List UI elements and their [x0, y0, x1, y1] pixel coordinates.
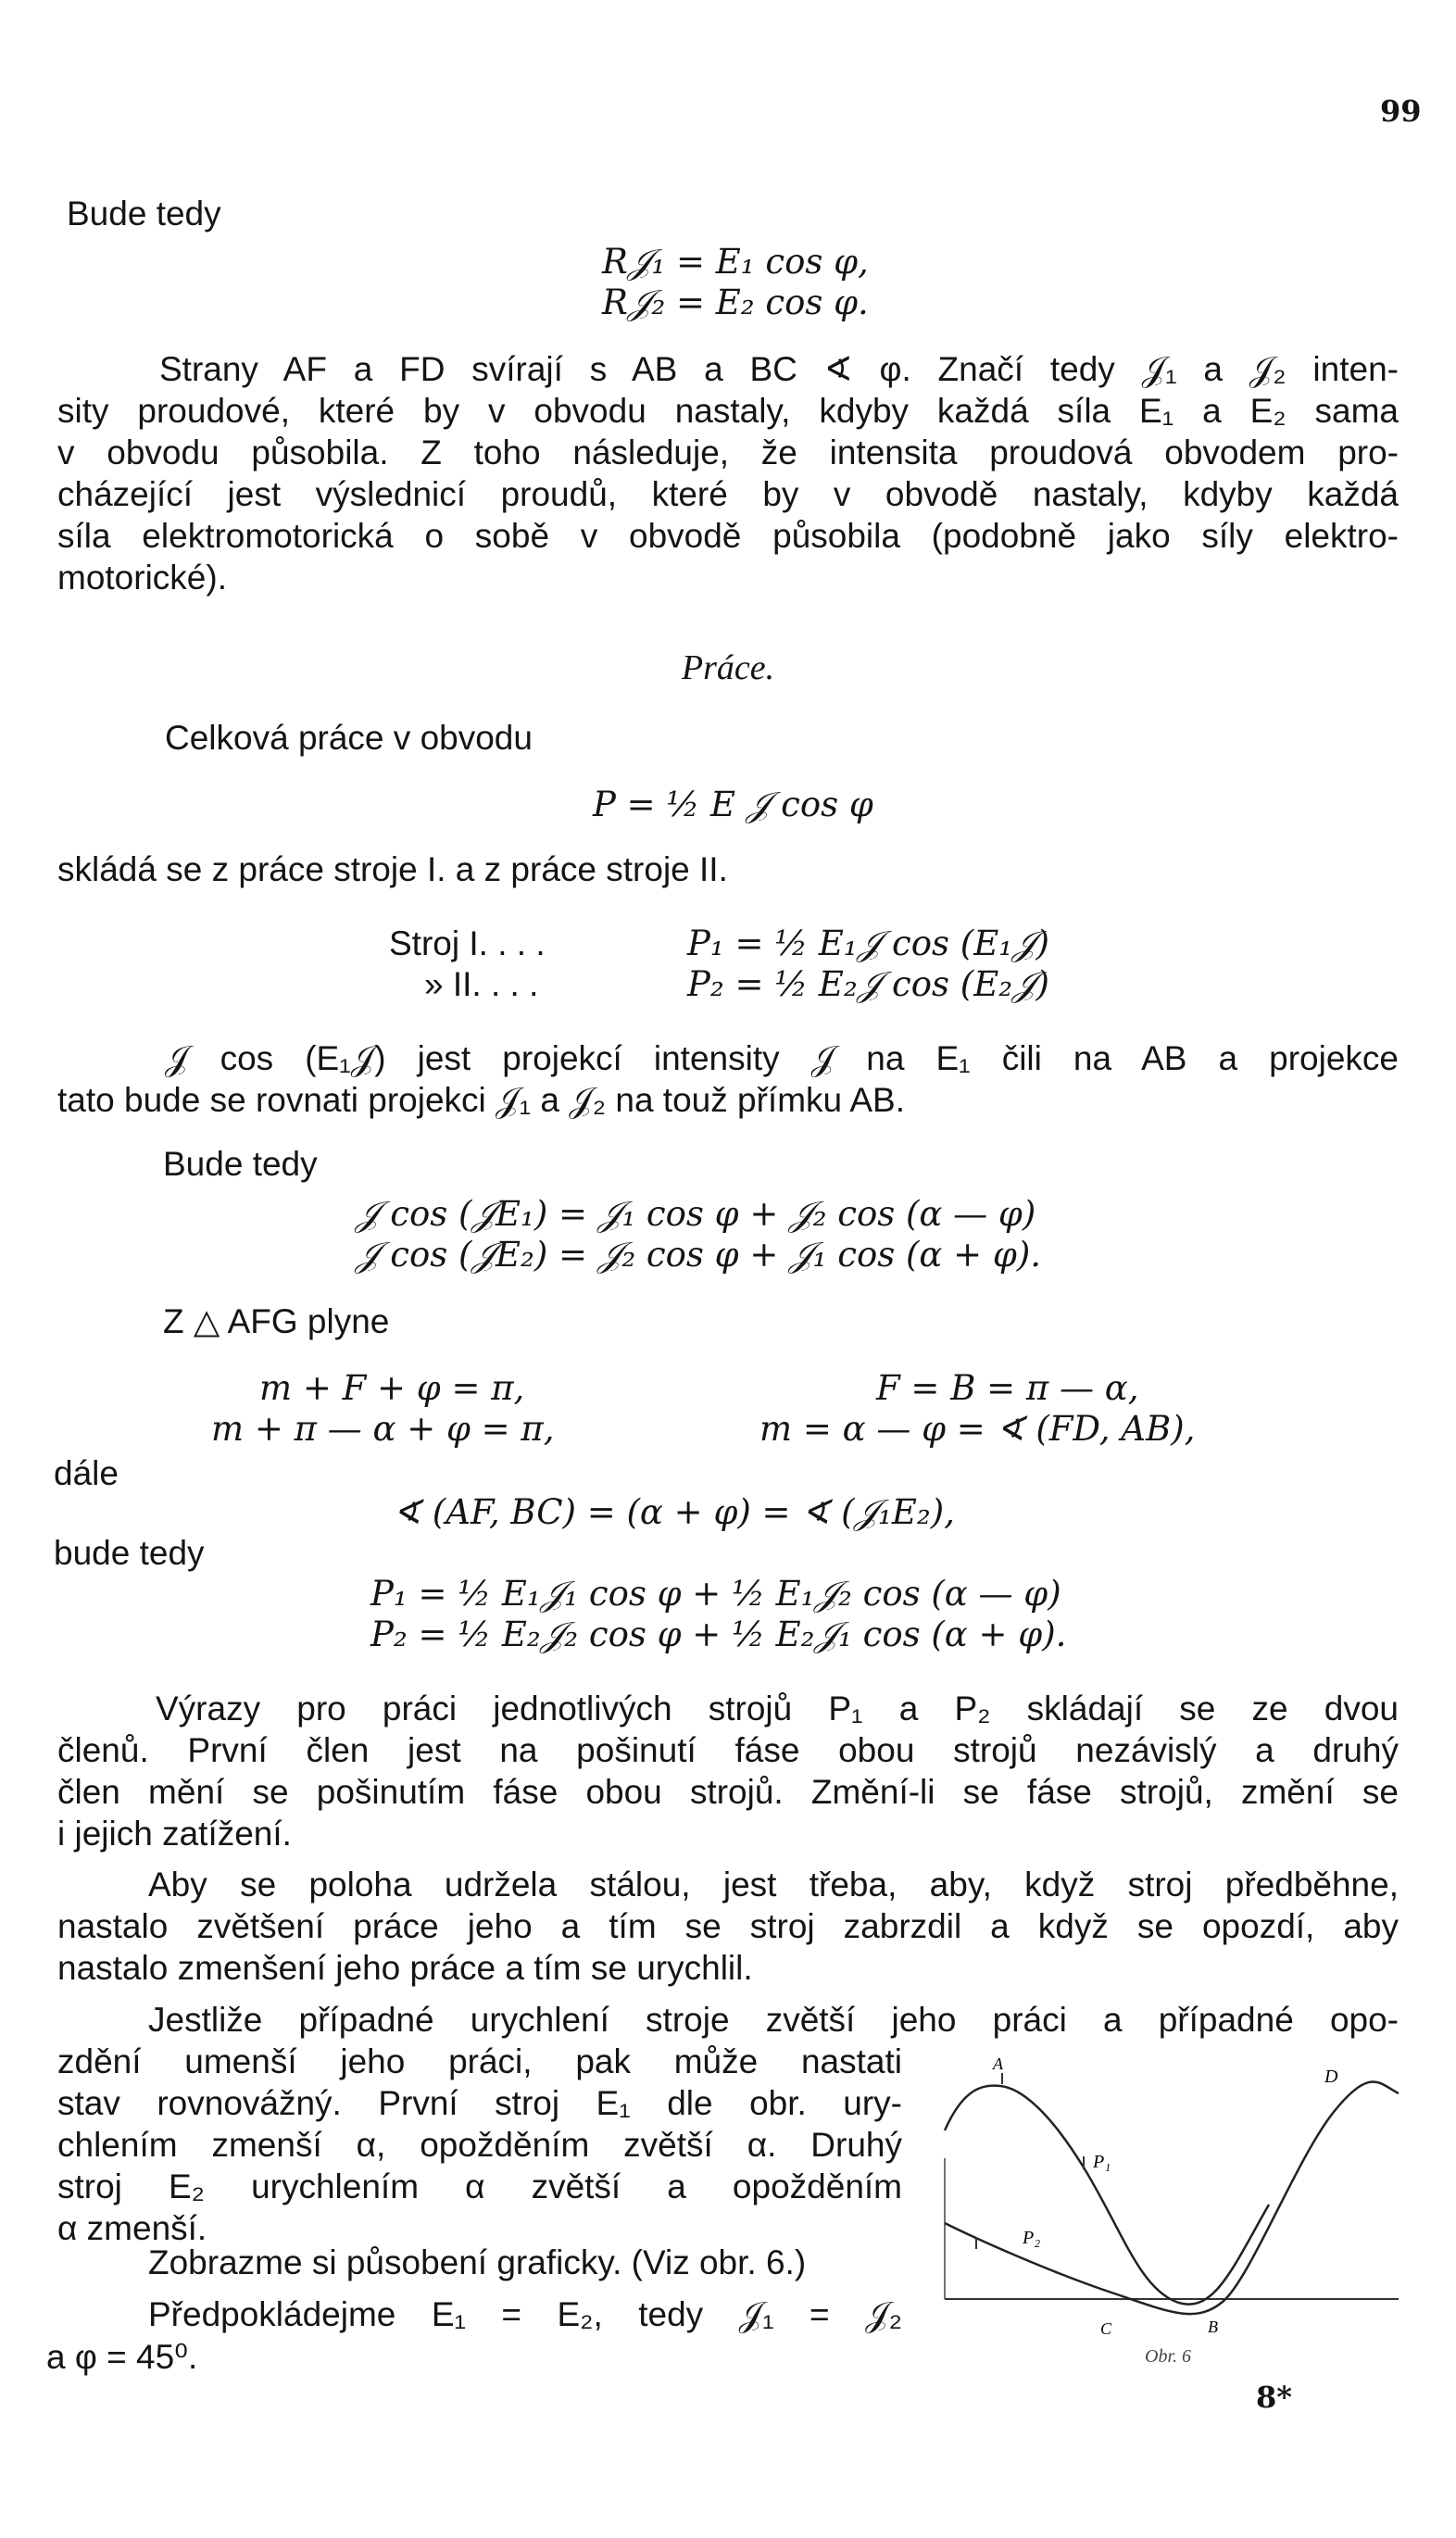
intro-line: Bude tedy [67, 195, 221, 232]
angle-equation-main: ∢ (AF, BC) = (α + φ) = ∢ (𝒥₁E₂), [393, 1492, 955, 1532]
paragraph-5-narrow [57, 2041, 902, 2249]
paragraph-line: síla elektromotorická o sobě v obvodě působila (podobně jako síly elektro- [57, 517, 1399, 555]
signature-mark: 8* [1256, 2380, 1292, 2415]
projection-equation-2: 𝒥 cos (𝒥E₂) = 𝒥₂ cos φ + 𝒥₁ cos (α + φ). [356, 1235, 1042, 1275]
machine-2-label: » II. . . . [424, 965, 539, 1003]
paragraph-line: Výrazy pro práci jednotlivých strojů P₁ a P₂ skládají se ze dvou [156, 1690, 1399, 1728]
label-A: A [993, 2056, 1003, 2073]
paragraph-line: chlením zmenší α, opožděním zvětší α. Druhý [57, 2126, 902, 2164]
label-B: B [1208, 2318, 1218, 2336]
work-equation-1: P₁ = ½ E₁𝒥₁ cos φ + ½ E₁𝒥₂ cos (α — φ) [370, 1574, 1061, 1614]
machine-2-equation: P₂ = ½ E₂𝒥 cos (E₂𝒥) [687, 964, 1049, 1004]
projection-equation-1: 𝒥 cos (𝒥E₁) = 𝒥₁ cos φ + 𝒥₂ cos (α — φ) [356, 1194, 1036, 1234]
paragraph-7-line-2: a φ = 45⁰. [46, 2338, 198, 2376]
paragraph-line: cházející jest výslednicí proudů, které by v obvodě nastaly, kdyby každá [57, 475, 1399, 513]
angle-equation-left-2: m + π — α + φ = π, [211, 1409, 555, 1449]
paragraph-line: stav rovnovážný. První stroj E₁ dle obr. ury- [57, 2084, 902, 2122]
paragraph-1 [57, 348, 1399, 598]
paragraph-line: i jejich zatížení. [57, 1815, 292, 1853]
paragraph-line: nastalo zvětšení práce jeho a tím se stroj zabrzdil a když se opozdí, aby [57, 1907, 1399, 1945]
paragraph-line: stroj E₂ urychlením α zvětší a opožděním [57, 2167, 902, 2205]
machine-1-label: Stroj I. . . . [389, 924, 546, 962]
figure-6-diagram [926, 2056, 1426, 2390]
paragraph-2 [57, 1037, 1399, 1121]
paragraph-line: tato bude se rovnati projekci 𝒥₁ a 𝒥₂ na touž přímku AB. [57, 1081, 905, 1119]
paragraph-line: sity proudové, které by v obvodu nastaly, kdyby každá síla E₁ a E₂ sama [57, 392, 1399, 430]
paragraph-7-line-1: Předpokládejme E₁ = E₂, tedy 𝒥₁ = 𝒥₂ [148, 2295, 902, 2333]
work-equation-2: P₂ = ½ E₂𝒥₂ cos φ + ½ E₂𝒥₁ cos (α + φ). [370, 1615, 1067, 1654]
label-D: D [1324, 2067, 1338, 2087]
bude-tedy-3: bude tedy [54, 1534, 205, 1572]
paragraph-line: členů. První člen jest na pošinutí fáse obou strojů nezávislý a druhý [57, 1731, 1399, 1769]
paragraph-line: zdění umenší jeho práci, pak může nastati [57, 2042, 902, 2080]
figure-caption: Obr. 6 [1145, 2346, 1192, 2367]
triangle-line: Z △ AFG plyne [163, 1302, 390, 1340]
total-work-equation: P = ½ E 𝒥 cos φ [593, 785, 873, 824]
paragraph-line: α zmenší. [57, 2209, 207, 2247]
equation-1: R𝒥₁ = E₁ cos φ, [602, 242, 869, 282]
bude-tedy-2: Bude tedy [163, 1145, 318, 1183]
paragraph-line: Aby se poloha udržela stálou, jest třeba, aby, když stroj předběhne, [148, 1866, 1399, 1904]
page-number: 99 [1380, 94, 1422, 129]
paragraph-6: Zobrazme si působení graficky. (Viz obr. 6.) [148, 2243, 807, 2281]
label-P1: P₁ [1093, 2152, 1111, 2172]
paragraph-5-first [57, 1999, 1399, 2041]
total-work-intro: Celková práce v obvodu [165, 719, 533, 757]
dale-line: dále [54, 1454, 119, 1492]
paragraph-line: člen mění se pošinutím fáse obou strojů. Změní-li se fáse strojů, změní se [57, 1773, 1399, 1811]
label-P2: P₂ [1023, 2228, 1041, 2248]
paragraph-line: Jestliže případné urychlení stroje zvětší jeho práci a případné opo- [148, 2001, 1399, 2039]
angle-equation-right-1: F = B = π — α, [876, 1368, 1139, 1408]
paragraph-3 [57, 1688, 1399, 1854]
paragraph-line: Strany AF a FD svírají s AB a BC ∢ φ. Značí tedy 𝒥₁ a 𝒥₂ inten- [159, 350, 1399, 388]
paragraph-line: v obvodu působila. Z toho následuje, že intensita proudová obvodem pro- [57, 433, 1399, 471]
paragraph-line: nastalo zmenšení jeho práce a tím se urychlil. [57, 1949, 753, 1987]
curve-machine-1 [945, 2086, 1269, 2305]
machine-1-equation: P₁ = ½ E₁𝒥 cos (E₁𝒥) [687, 923, 1049, 963]
composed-line: skládá se z práce stroje I. a z práce stroje II. [57, 850, 728, 888]
label-C: C [1100, 2319, 1112, 2338]
paragraph-4 [57, 1864, 1399, 1989]
angle-equation-left-1: m + F + φ = π, [259, 1368, 525, 1408]
paragraph-line: 𝒥 cos (E₁𝒥) jest projekcí intensity 𝒥 na E₁ čili na AB a projekce [165, 1039, 1399, 1077]
curve-machine-2 [945, 2082, 1399, 2315]
section-heading: Práce. [681, 648, 775, 687]
angle-equation-right-2: m = α — φ = ∢ (FD, AB), [759, 1409, 1196, 1449]
paragraph-line: motorické). [57, 559, 227, 597]
equation-2: R𝒥₂ = E₂ cos φ. [602, 283, 869, 322]
